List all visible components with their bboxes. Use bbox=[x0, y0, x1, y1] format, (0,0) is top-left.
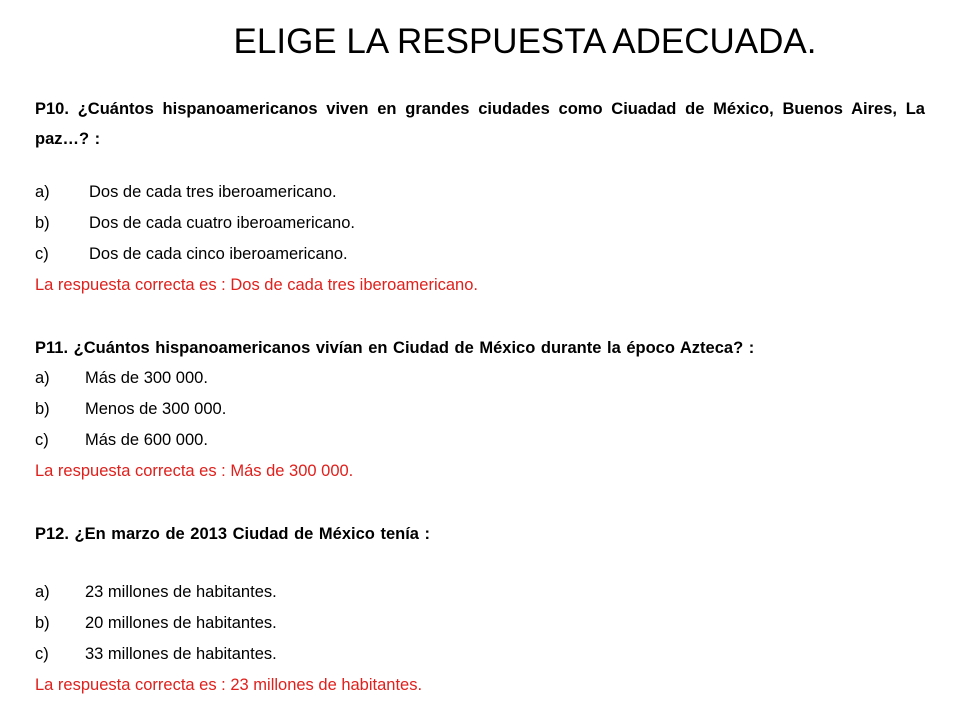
option-p10-c bbox=[35, 242, 348, 266]
option-text: Dos de cada tres iberoamericano. bbox=[89, 183, 337, 201]
option-letter: c) bbox=[35, 431, 49, 449]
option-p11-a bbox=[35, 366, 208, 390]
option-p12-a bbox=[35, 580, 277, 604]
option-letter: b) bbox=[35, 400, 50, 418]
option-text: Más de 600 000. bbox=[85, 431, 208, 449]
option-text: Menos de 300 000. bbox=[85, 400, 227, 418]
option-p11-c bbox=[35, 428, 208, 452]
option-text: Dos de cada cinco iberoamericano. bbox=[89, 245, 348, 263]
answer-p10: La respuesta correcta es : Dos de cada tres iberoamericano. bbox=[35, 276, 478, 294]
question-p10: P10. ¿Cuántos hispanoamericanos viven en grandes ciudades como Ciuadad de México, Buenos Aires, La paz…? : bbox=[35, 100, 925, 148]
answer-p11: La respuesta correcta es : Más de 300 000. bbox=[35, 462, 354, 480]
option-letter: c) bbox=[35, 645, 49, 663]
answer-p12: La respuesta correcta es : 23 millones de habitantes. bbox=[35, 676, 423, 694]
option-letter: b) bbox=[35, 214, 50, 232]
option-letter: a) bbox=[35, 583, 50, 601]
option-letter: c) bbox=[35, 245, 49, 263]
option-text: Dos de cada cuatro iberoamericano. bbox=[89, 214, 355, 232]
option-text: 23 millones de habitantes. bbox=[85, 583, 277, 601]
option-text: 20 millones de habitantes. bbox=[85, 614, 277, 632]
option-p12-c bbox=[35, 642, 277, 666]
question-p11: P11. ¿Cuántos hispanoamericanos vivían en Ciudad de México durante la époco Azteca? : bbox=[35, 339, 755, 357]
option-letter: b) bbox=[35, 614, 50, 632]
option-p11-b bbox=[35, 397, 226, 421]
page-title: ELIGE LA RESPUESTA ADECUADA. bbox=[233, 22, 817, 61]
question-p12: P12. ¿En marzo de 2013 Ciudad de México tenía : bbox=[35, 525, 431, 543]
option-p10-a bbox=[35, 180, 337, 204]
option-letter: a) bbox=[35, 183, 50, 201]
option-text: Más de 300 000. bbox=[85, 369, 208, 387]
option-p10-b bbox=[35, 211, 355, 235]
option-letter: a) bbox=[35, 369, 50, 387]
option-p12-b bbox=[35, 611, 277, 635]
option-text: 33 millones de habitantes. bbox=[85, 645, 277, 663]
